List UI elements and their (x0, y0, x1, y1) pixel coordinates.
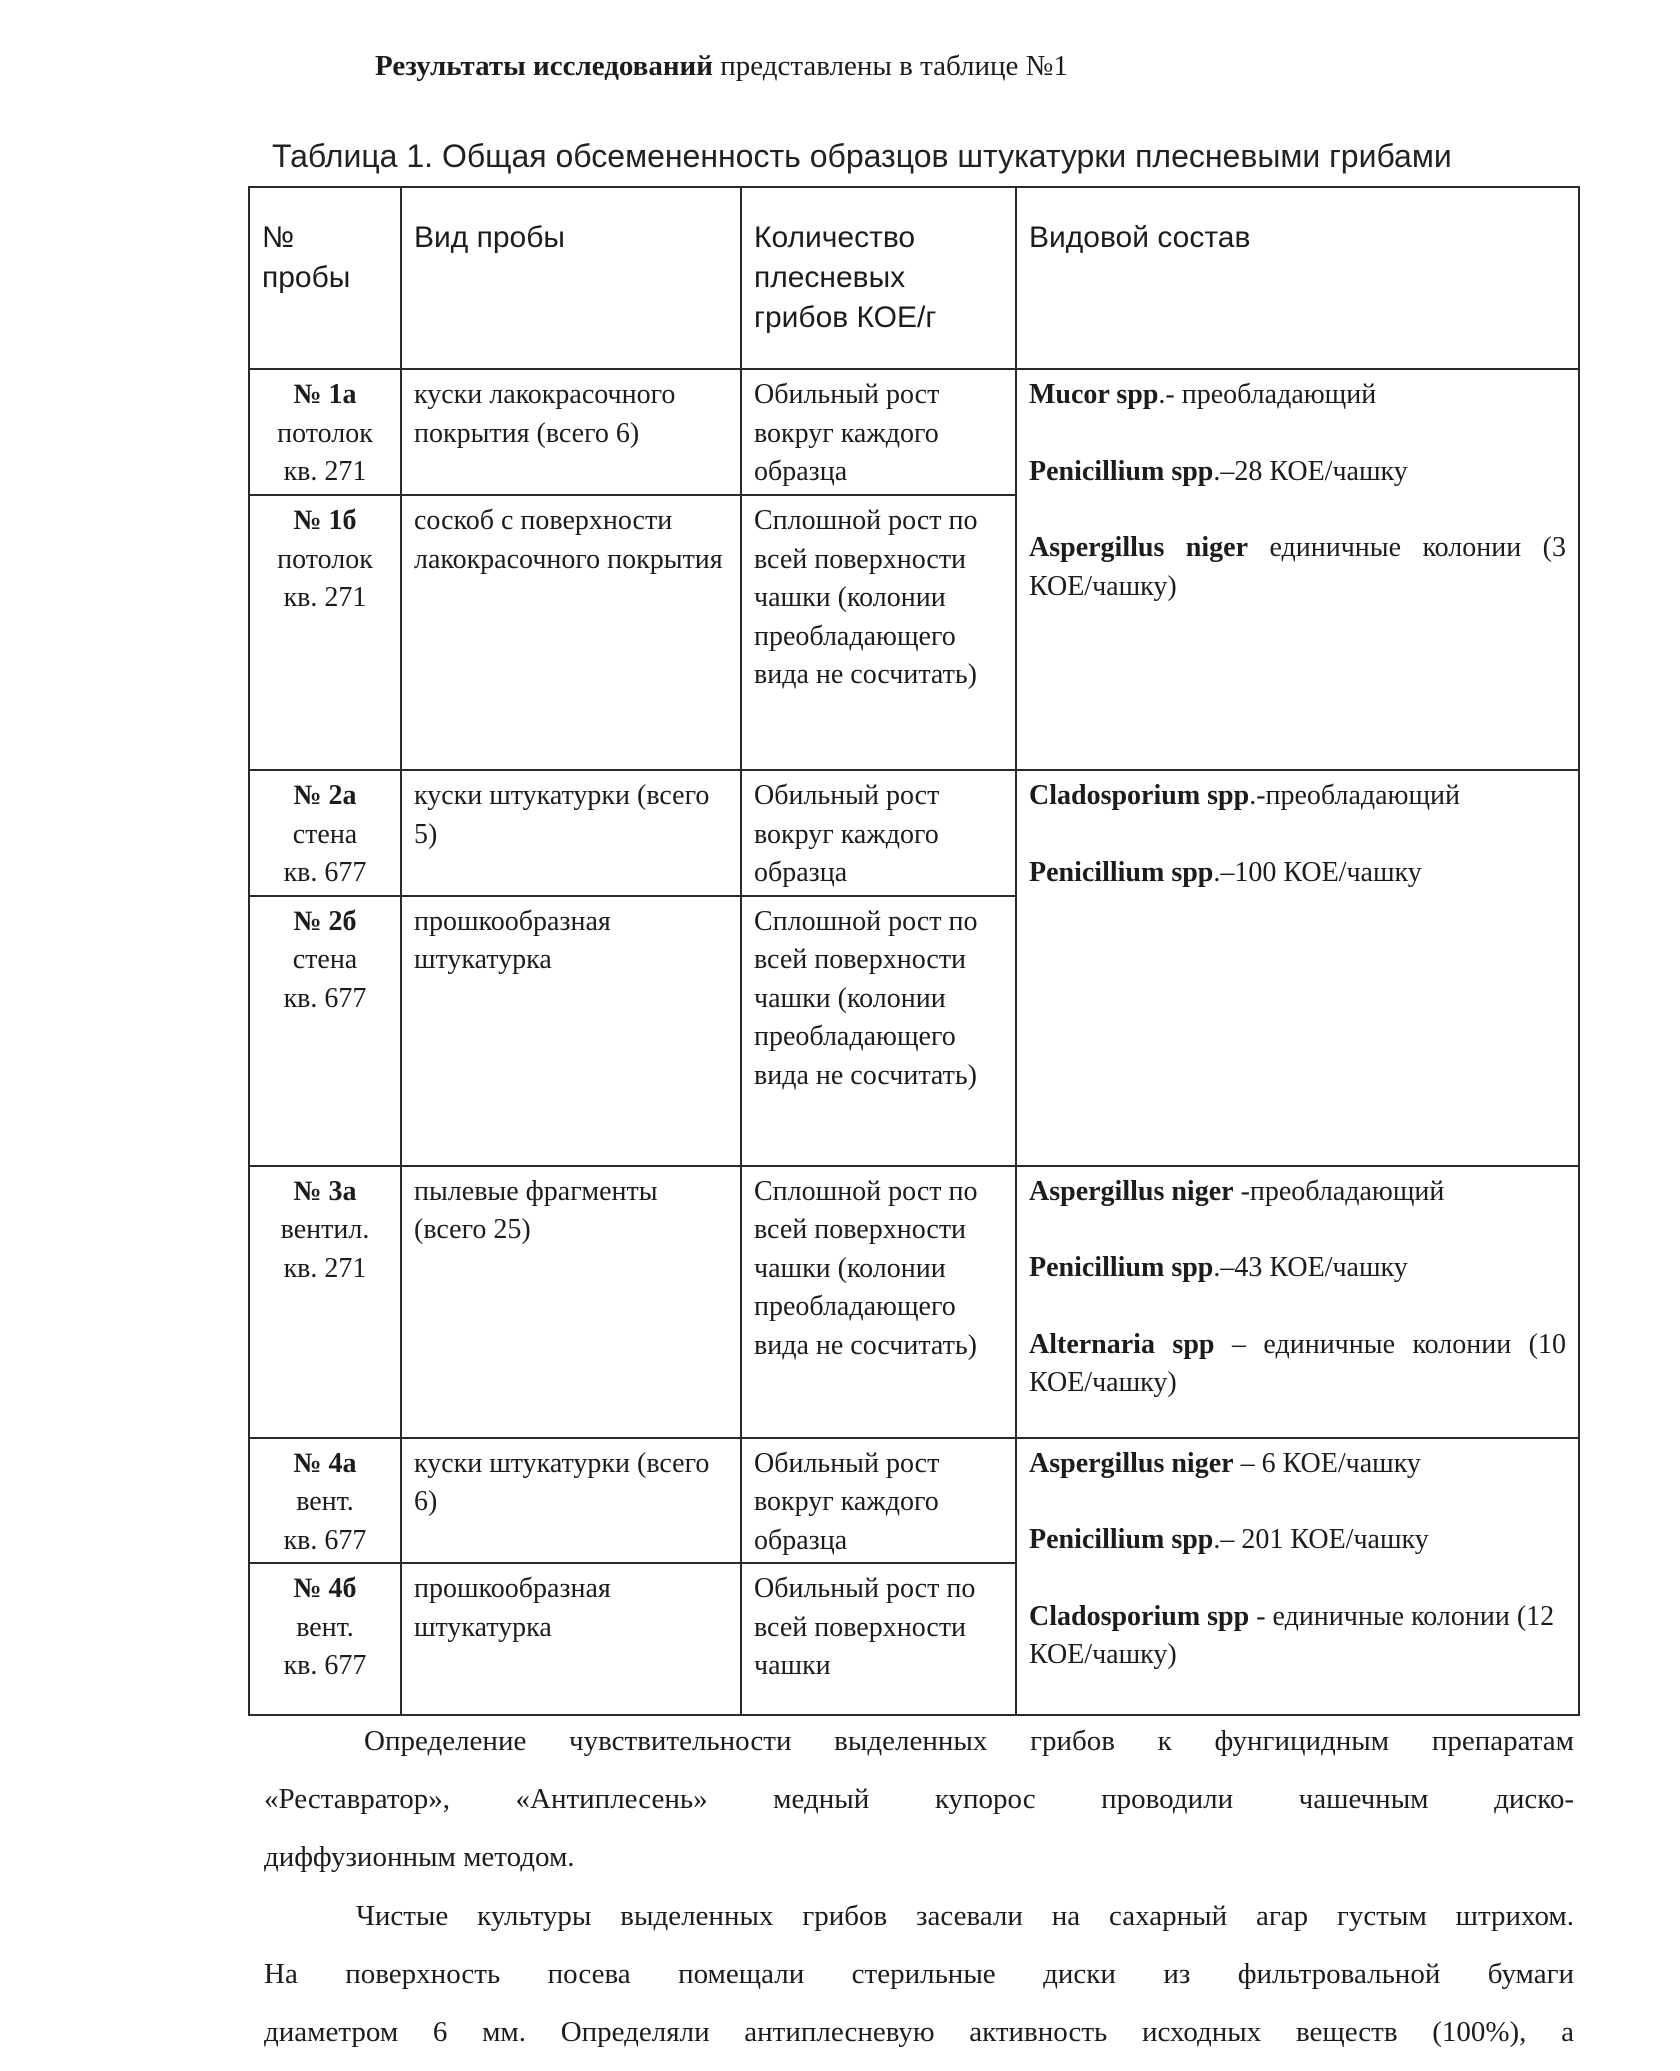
paragraph-line: На поверхность посева помещали стерильные диски из фильтровальной бумаги (264, 1958, 1574, 1990)
sample-place: вентил. (280, 1214, 370, 1245)
species-entry (1029, 1445, 1566, 1484)
sample-place: вент. (296, 1611, 354, 1643)
sample-count: Сплошной рост по всей поверхности чашки (колонии преобладающего вида не сосчитать) (741, 495, 1016, 770)
sample-place: стена (292, 944, 358, 975)
table-row (249, 1438, 1579, 1564)
header-count: Количество плесневых грибов КОЕ/г (741, 187, 1016, 369)
species-entry (1029, 529, 1566, 606)
sample-place: потолок (277, 417, 373, 449)
header-sample-type: Вид пробы (401, 187, 741, 369)
table-header-row (249, 187, 1579, 369)
species-entry (1029, 376, 1566, 415)
sample-count: Обильный рост вокруг каждого образца (741, 770, 1016, 896)
species-text: – единичные колонии (10 КОЕ/чашку) (1029, 1328, 1566, 1398)
species-name: Penicillium spp (1029, 856, 1214, 888)
intro-bold: Результаты исследований (375, 50, 713, 82)
sample-no: № 4а (293, 1447, 357, 1479)
sample-type: куски штукатурки (всего 6) (401, 1438, 741, 1564)
species-name: Cladosporium spp (1029, 780, 1250, 811)
sample-place: стена (292, 818, 358, 850)
species-name: Penicillium spp (1029, 1252, 1214, 1283)
sample-flat: кв. 271 (283, 1252, 367, 1284)
sample-type: прошкообразная штукатурка (401, 896, 741, 1166)
sample-no: № 4б (293, 1573, 357, 1604)
species-name: Penicillium spp (1029, 1524, 1214, 1555)
paragraph-line: «Реставратор», «Антиплесень» медный купорос проводили чашечным диско- (264, 1783, 1574, 1815)
species-entry (1029, 1326, 1566, 1403)
sample-no: № 1б (293, 505, 357, 536)
species-text: единичные колонии (3 КОЕ/чашку) (1029, 532, 1566, 602)
sample-flat: кв. 677 (283, 982, 367, 1014)
species-entry (1029, 453, 1566, 492)
species-name: Penicillium spp (1029, 455, 1214, 487)
sample-type: прошкообразная штукатурка (401, 1563, 741, 1715)
sample-place: вент. (296, 1486, 354, 1517)
paragraph-line: Чистые культуры выделенных грибов засевали на сахарный агар густым штрихом. (356, 1900, 1574, 1932)
sample-count: Обильный рост вокруг каждого образца (741, 369, 1016, 495)
sample-count: Сплошной рост по всей поверхности чашки (колонии преобладающего вида не сосчитать) (741, 1166, 1016, 1438)
species-name: Aspergillus niger (1029, 532, 1249, 563)
species-text: .–28 КОЕ/чашку (1213, 455, 1408, 487)
paragraph-fungicides (264, 1712, 1574, 1886)
sample-no-cell (249, 1563, 401, 1715)
sample-no: № 3а (293, 1175, 357, 1207)
species-entry (1029, 854, 1566, 893)
table-caption: Таблица 1. Общая обсемененность образцов штукатурки плесневыми грибами (272, 138, 1452, 174)
species-cell (1016, 1166, 1579, 1438)
species-text: .–100 КОЕ/чашку (1213, 856, 1422, 888)
paragraph-line: диффузионным методом. (264, 1841, 575, 1873)
species-entry (1029, 1598, 1566, 1675)
sample-type: куски штукатурки (всего 5) (401, 770, 741, 896)
species-entry (1029, 777, 1566, 816)
sample-no-cell (249, 770, 401, 896)
intro-line (375, 50, 1068, 83)
sample-no-cell (249, 369, 401, 495)
intro-rest: представлены в таблице №1 (712, 50, 1068, 82)
species-text: .–43 КОЕ/чашку (1213, 1252, 1408, 1283)
sample-count: Обильный рост вокруг каждого образца (741, 1438, 1016, 1564)
sample-flat: кв. 271 (283, 582, 367, 613)
sample-type: куски лакокрасочного покрытия (всего 6) (401, 369, 741, 495)
sample-count: Сплошной рост по всей поверхности чашки (колонии преобладающего вида не сосчитать) (741, 896, 1016, 1166)
species-name: Aspergillus niger (1029, 1175, 1234, 1207)
sample-no-cell (249, 1438, 401, 1564)
species-entry (1029, 1249, 1566, 1288)
species-entry (1029, 1173, 1566, 1212)
species-text: .-преобладающий (1249, 780, 1460, 811)
sample-no: № 2б (293, 905, 357, 937)
sample-no-cell (249, 896, 401, 1166)
species-text: – 6 КОЕ/чашку (1233, 1447, 1421, 1479)
species-text: - единичные колонии (12 КОЕ/чашку) (1029, 1600, 1555, 1670)
sample-no: № 1а (293, 379, 357, 410)
species-name: Alternaria spp (1029, 1328, 1215, 1360)
header-species: Видовой состав (1016, 187, 1579, 369)
sample-type: пылевые фрагменты (всего 25) (401, 1166, 741, 1438)
species-name: Mucor spp (1029, 379, 1159, 410)
sample-place: потолок (277, 543, 373, 575)
table-row (249, 1166, 1579, 1438)
sample-no-cell (249, 495, 401, 770)
table-row (249, 369, 1579, 495)
sample-count: Обильный рост по всей поверхности чашки (741, 1563, 1016, 1715)
paragraph-line: диаметром 6 мм. Определяли антиплесневую активность исходных веществ (100%), а (264, 2016, 1574, 2048)
sample-no-cell (249, 1166, 401, 1438)
species-cell (1016, 369, 1579, 770)
species-text: .– 201 КОЕ/чашку (1213, 1524, 1429, 1555)
species-text: -преобладающий (1233, 1175, 1445, 1207)
sample-no: № 2а (293, 780, 357, 811)
sample-flat: кв. 271 (283, 456, 367, 487)
species-cell (1016, 770, 1579, 1166)
paragraph-line: Определение чувствительности выделенных грибов к фунгицидным препаратам (364, 1725, 1574, 1757)
species-text: .- преобладающий (1158, 379, 1377, 410)
sample-type: соскоб с поверхности лакокрасочного покрытия (401, 495, 741, 770)
results-table (248, 186, 1580, 1716)
sample-flat: кв. 677 (283, 1524, 367, 1556)
paragraph-cultures (264, 1887, 1574, 2061)
species-cell (1016, 1438, 1579, 1716)
species-name: Cladosporium spp (1029, 1600, 1250, 1632)
sample-flat: кв. 677 (283, 1650, 367, 1681)
sample-flat: кв. 677 (283, 857, 367, 888)
species-entry (1029, 1521, 1566, 1560)
header-sample-no: № пробы (249, 187, 401, 369)
species-name: Aspergillus niger (1029, 1447, 1234, 1479)
table-row (249, 770, 1579, 896)
